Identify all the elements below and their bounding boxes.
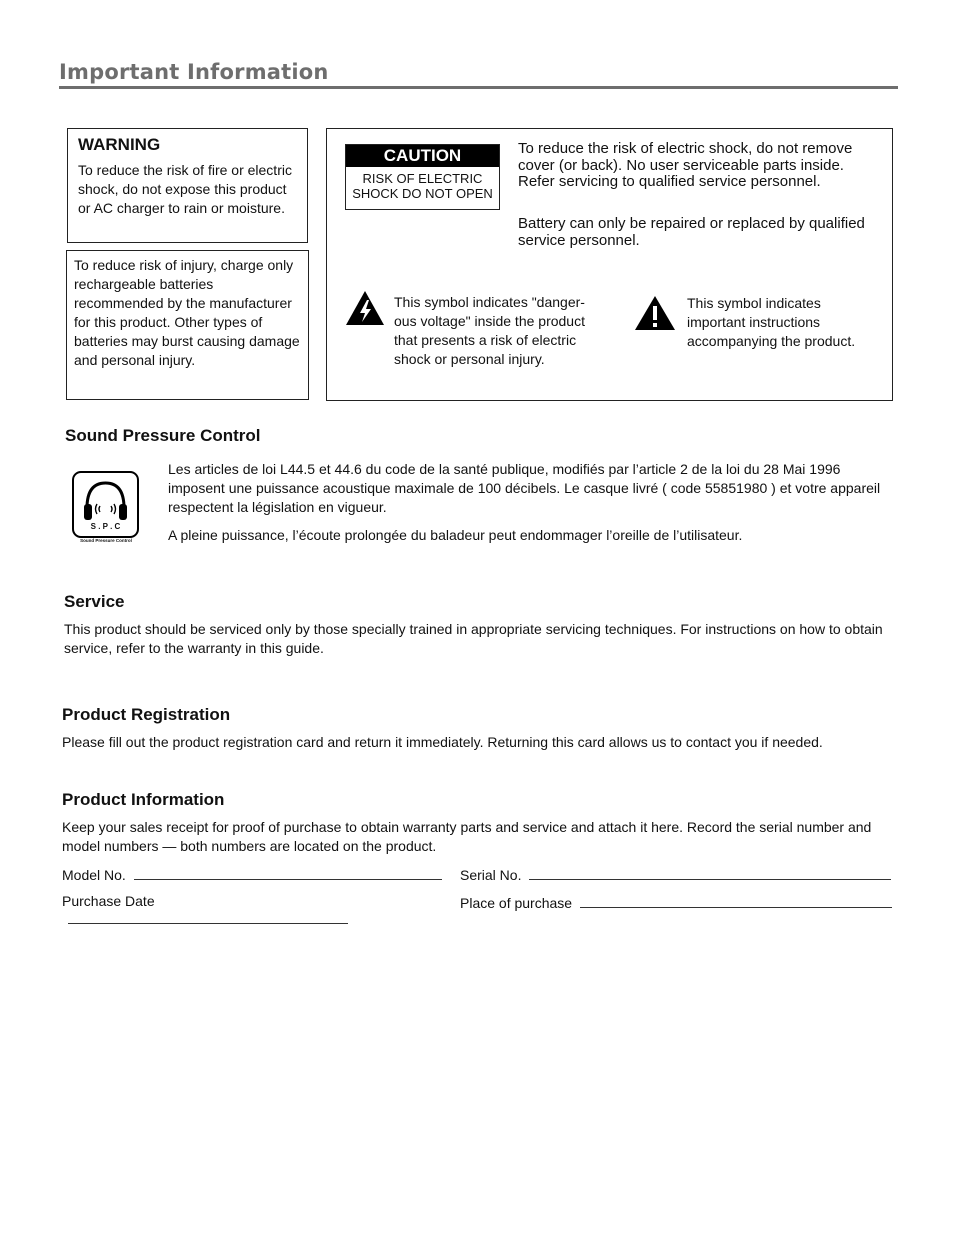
purchase-date-line [68, 909, 348, 924]
serial-number-field [460, 865, 892, 883]
model-number-line [134, 865, 442, 880]
product-info-text: Keep your sales receipt for proof of purchase to obtain warranty parts and service and attach it here. Record the serial number and model numbers — both numbers are located on the product. [62, 819, 872, 854]
place-of-purchase-field [460, 893, 894, 911]
warning-text: To reduce the risk of fire or electric shock, do not expose this product or AC charger to rain or moisture. [78, 162, 292, 216]
warning-heading: WARNING [78, 135, 161, 154]
exclamation-triangle-icon [634, 295, 676, 331]
spc-heading: Sound Pressure Control [65, 426, 261, 445]
battery-warning-box [66, 250, 309, 400]
caution-text-2: Battery can only be repaired or replaced by qualified service personnel. [518, 215, 865, 249]
lightning-triangle-icon [345, 290, 385, 326]
caution-badge-title: CAUTION [346, 145, 499, 167]
model-number-field [62, 865, 444, 883]
title-rule [59, 86, 898, 89]
page-title: Important Information [59, 60, 329, 84]
caution-badge-line1: RISK OF ELECTRIC [362, 171, 483, 186]
warning-box [67, 128, 308, 243]
spc-paragraph-2: A pleine puissance, l’écoute prolongée du baladeur peut endommager l’oreille de l’utilisateur. [168, 527, 743, 543]
spc-logo [70, 470, 142, 548]
instructions-symbol-text: This symbol indicates important instructions accompanying the product. [687, 295, 856, 349]
service-text: This product should be serviced only by those specially trained in appropriate servicing techniques. For instructions on how to obtain service, refer to the warranty in this guide. [64, 621, 883, 656]
caution-badge-subtitle [346, 167, 499, 201]
spc-paragraph-1: Les articles de loi L44.5 et 44.6 du code de la santé publique, modifiés par l’article 2 de la loi du 28 Mai 1996 imposent une puissance acoustique maximale de 100 décibels. Le casque livré ( code 55851980 ) et votre appareil respectent la législation en vigueur. [168, 461, 881, 515]
product-info-heading: Product Information [62, 790, 225, 809]
battery-warning-text: To reduce risk of injury, charge only rechargeable batteries recommended by the manufacturer for this product. Other types of batteries may burst causing damage and personal injury. [74, 257, 300, 368]
caution-text-1: To reduce the risk of electric shock, do not remove cover (or back). No user serviceable parts inside. Refer servicing to qualified service personnel. [518, 140, 853, 190]
place-of-purchase-line [580, 893, 892, 908]
caution-badge-line2: SHOCK DO NOT OPEN [352, 186, 493, 201]
spc-logo-caption: Sound Pressure Control [80, 538, 132, 543]
spc-logo-letters: S . P . C [90, 522, 121, 531]
purchase-date-label: Purchase Date [62, 893, 155, 909]
caution-badge [345, 144, 500, 210]
registration-text: Please fill out the product registration card and return it immediately. Returning this card allows us to contact you if needed. [62, 734, 823, 750]
purchase-date-field [62, 893, 444, 927]
registration-heading: Product Registration [62, 705, 231, 724]
voltage-symbol-text: This symbol indicates "danger-ous voltage" inside the product that presents a risk of electric shock or personal injury. [394, 294, 585, 367]
place-of-purchase-label: Place of purchase [460, 895, 573, 911]
serial-number-line [529, 865, 891, 880]
service-heading: Service [64, 592, 125, 611]
serial-number-label: Serial No. [460, 867, 522, 883]
model-number-label: Model No. [62, 867, 126, 883]
